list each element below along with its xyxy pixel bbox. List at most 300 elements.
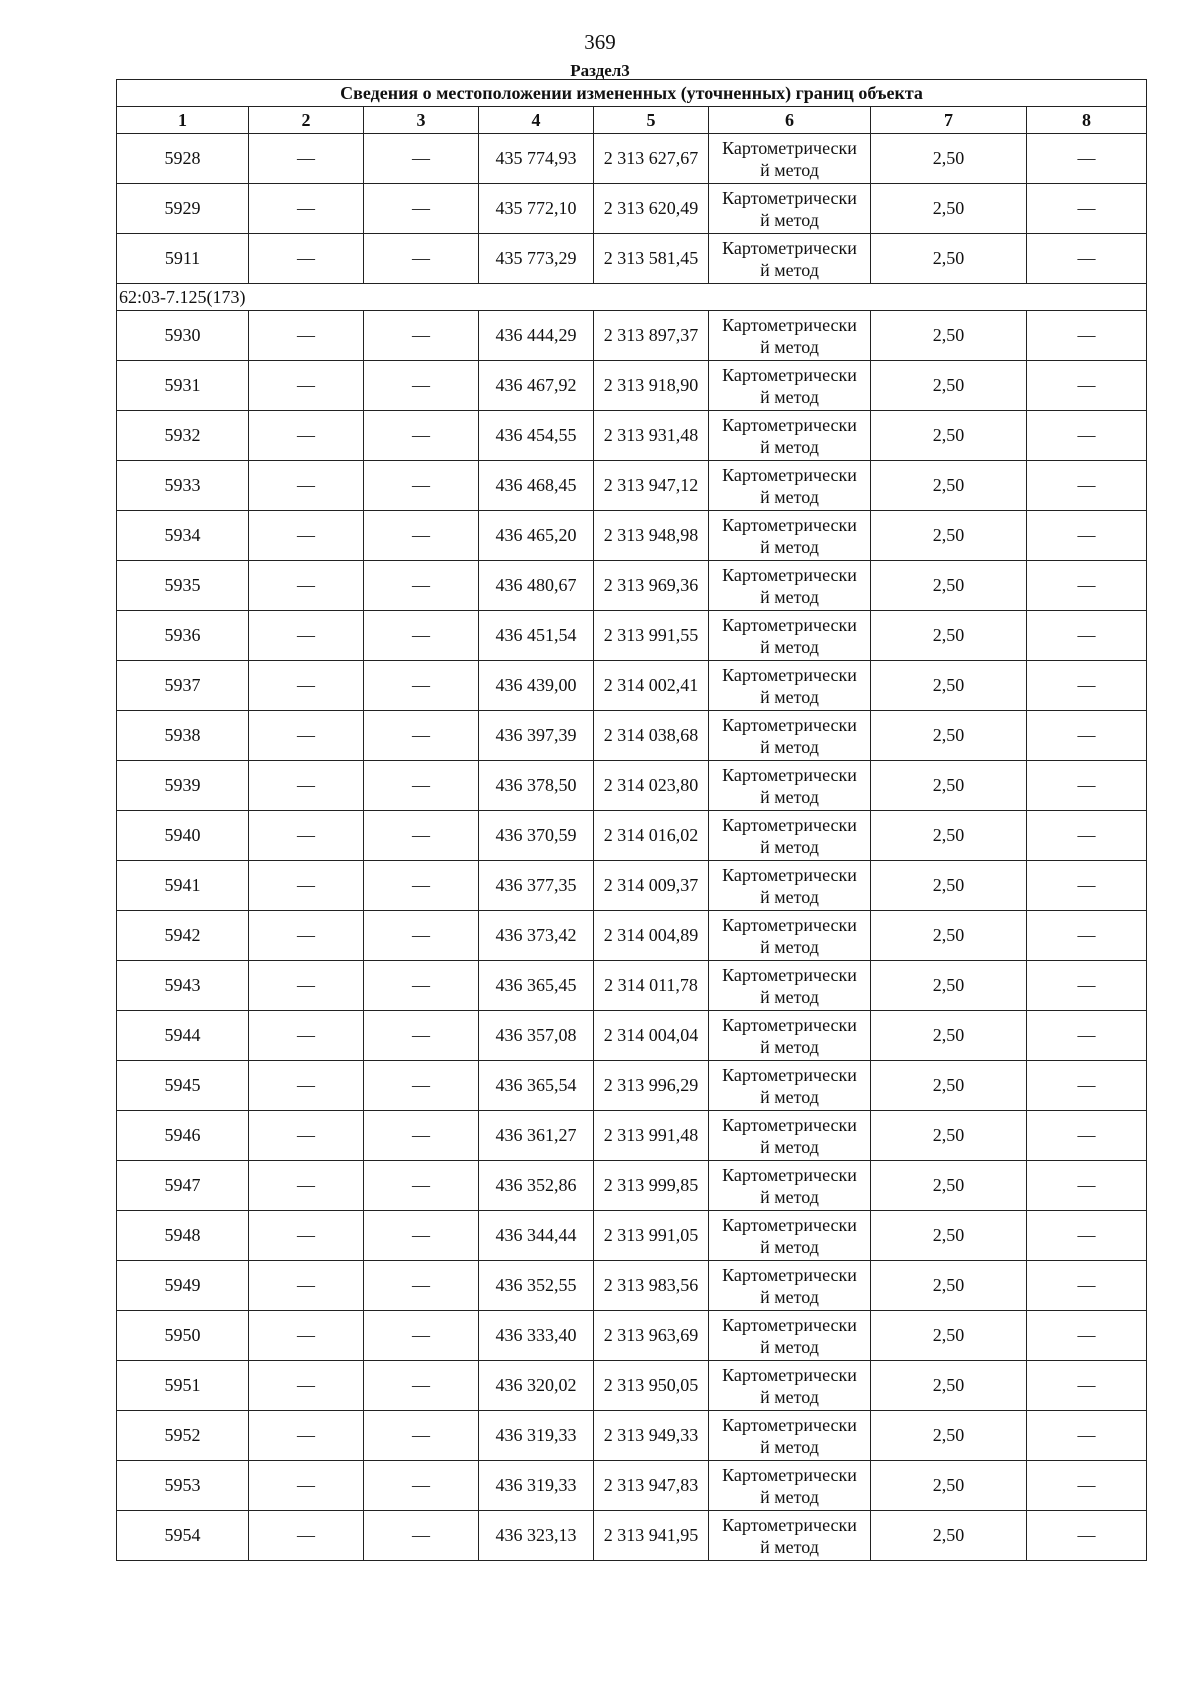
- accuracy-cell: 2,50: [871, 1461, 1027, 1511]
- col2-cell: —: [249, 1011, 364, 1061]
- accuracy-cell: 2,50: [871, 1211, 1027, 1261]
- x-coordinate-cell: 436 467,92: [479, 361, 594, 411]
- col3-cell: —: [364, 461, 479, 511]
- y-coordinate-cell: 2 313 996,29: [594, 1061, 709, 1111]
- method-text-line-2: й метод: [760, 786, 819, 807]
- column-header: 3: [364, 107, 479, 134]
- y-coordinate-cell: 2 314 004,89: [594, 911, 709, 961]
- y-coordinate-cell: 2 313 941,95: [594, 1511, 709, 1561]
- y-coordinate-cell: 2 314 038,68: [594, 711, 709, 761]
- x-coordinate-cell: 436 344,44: [479, 1211, 594, 1261]
- method-cell: [709, 761, 871, 811]
- col8-cell: —: [1027, 1161, 1147, 1211]
- accuracy-cell: 2,50: [871, 1261, 1027, 1311]
- coordinates-table: [116, 79, 1147, 1561]
- method-text-line-1: Картометрически: [722, 564, 857, 585]
- col3-cell: —: [364, 1111, 479, 1161]
- col8-cell: —: [1027, 1111, 1147, 1161]
- column-header: 7: [871, 107, 1027, 134]
- method-text-line-1: Картометрически: [722, 814, 857, 835]
- table-row: [117, 1411, 1147, 1461]
- method-text-line-1: Картометрически: [722, 414, 857, 435]
- method-text-line-2: й метод: [760, 636, 819, 657]
- x-coordinate-cell: 436 352,86: [479, 1161, 594, 1211]
- method-cell: [709, 461, 871, 511]
- method-text-line-2: й метод: [760, 336, 819, 357]
- point-number-cell: 5933: [117, 461, 249, 511]
- x-coordinate-cell: 436 333,40: [479, 1311, 594, 1361]
- x-coordinate-cell: 436 465,20: [479, 511, 594, 561]
- y-coordinate-cell: 2 313 897,37: [594, 311, 709, 361]
- col8-cell: —: [1027, 911, 1147, 961]
- accuracy-cell: 2,50: [871, 411, 1027, 461]
- col2-cell: —: [249, 1311, 364, 1361]
- col2-cell: —: [249, 1161, 364, 1211]
- table-row: [117, 761, 1147, 811]
- method-cell: [709, 1311, 871, 1361]
- accuracy-cell: 2,50: [871, 811, 1027, 861]
- point-number-cell: 5946: [117, 1111, 249, 1161]
- col3-cell: —: [364, 961, 479, 1011]
- col8-cell: —: [1027, 134, 1147, 184]
- col2-cell: —: [249, 234, 364, 284]
- point-number-cell: 5950: [117, 1311, 249, 1361]
- method-cell: [709, 1061, 871, 1111]
- col3-cell: —: [364, 661, 479, 711]
- table-row: [117, 811, 1147, 861]
- method-text-line-1: Картометрически: [722, 364, 857, 385]
- col2-cell: —: [249, 461, 364, 511]
- table-row: [117, 861, 1147, 911]
- col8-cell: —: [1027, 811, 1147, 861]
- page-number: 369: [584, 30, 616, 54]
- table-row: [117, 1361, 1147, 1411]
- point-number-cell: 5929: [117, 184, 249, 234]
- method-text-line-1: Картометрически: [722, 1214, 857, 1235]
- col8-cell: —: [1027, 711, 1147, 761]
- col2-cell: —: [249, 1211, 364, 1261]
- method-text-line-2: й метод: [760, 936, 819, 957]
- table-row: [117, 1111, 1147, 1161]
- x-coordinate-cell: 435 772,10: [479, 184, 594, 234]
- method-cell: [709, 311, 871, 361]
- table-row: [117, 1061, 1147, 1111]
- y-coordinate-cell: 2 313 969,36: [594, 561, 709, 611]
- method-text-line-2: й метод: [760, 1036, 819, 1057]
- y-coordinate-cell: 2 314 011,78: [594, 961, 709, 1011]
- method-cell: [709, 861, 871, 911]
- method-cell: [709, 1161, 871, 1211]
- point-number-cell: 5943: [117, 961, 249, 1011]
- col2-cell: —: [249, 1361, 364, 1411]
- method-text-line-1: Картометрически: [722, 1064, 857, 1085]
- col3-cell: —: [364, 611, 479, 661]
- table-caption: Сведения о местоположении измененных (уточненных) границ объекта: [117, 80, 1147, 107]
- col8-cell: —: [1027, 461, 1147, 511]
- col3-cell: —: [364, 711, 479, 761]
- method-text-line-1: Картометрически: [722, 964, 857, 985]
- method-cell: [709, 361, 871, 411]
- col2-cell: —: [249, 184, 364, 234]
- point-number-cell: 5951: [117, 1361, 249, 1411]
- method-text-line-2: й метод: [760, 886, 819, 907]
- point-number-cell: 5948: [117, 1211, 249, 1261]
- col3-cell: —: [364, 911, 479, 961]
- col8-cell: —: [1027, 761, 1147, 811]
- col2-cell: —: [249, 811, 364, 861]
- method-cell: [709, 1211, 871, 1261]
- col3-cell: —: [364, 1211, 479, 1261]
- method-cell: [709, 184, 871, 234]
- col2-cell: —: [249, 761, 364, 811]
- accuracy-cell: 2,50: [871, 1111, 1027, 1161]
- accuracy-cell: 2,50: [871, 1311, 1027, 1361]
- table-row: [117, 1011, 1147, 1061]
- col8-cell: —: [1027, 1461, 1147, 1511]
- method-text-line-2: й метод: [760, 1286, 819, 1307]
- accuracy-cell: 2,50: [871, 661, 1027, 711]
- method-text-line-1: Картометрически: [722, 1114, 857, 1135]
- col3-cell: —: [364, 1061, 479, 1111]
- y-coordinate-cell: 2 313 991,05: [594, 1211, 709, 1261]
- accuracy-cell: 2,50: [871, 461, 1027, 511]
- col2-cell: —: [249, 411, 364, 461]
- y-coordinate-cell: 2 314 016,02: [594, 811, 709, 861]
- method-text-line-1: Картометрически: [722, 1364, 857, 1385]
- table-row: [117, 311, 1147, 361]
- y-coordinate-cell: 2 313 949,33: [594, 1411, 709, 1461]
- parcel-group-label: 62:03-7.125(173): [117, 284, 479, 311]
- column-header: 5: [594, 107, 709, 134]
- method-text-line-2: й метод: [760, 1086, 819, 1107]
- accuracy-cell: 2,50: [871, 234, 1027, 284]
- method-text-line-1: Картометрически: [722, 464, 857, 485]
- method-text-line-2: й метод: [760, 986, 819, 1007]
- table-row: [117, 134, 1147, 184]
- y-coordinate-cell: 2 313 963,69: [594, 1311, 709, 1361]
- table-row: [117, 1261, 1147, 1311]
- col3-cell: —: [364, 561, 479, 611]
- table-row: [117, 411, 1147, 461]
- section-title: Раздел3: [570, 61, 630, 80]
- col8-cell: —: [1027, 1311, 1147, 1361]
- accuracy-cell: 2,50: [871, 861, 1027, 911]
- accuracy-cell: 2,50: [871, 361, 1027, 411]
- table-row: [117, 461, 1147, 511]
- col2-cell: —: [249, 1511, 364, 1561]
- method-text-line-1: Картометрически: [722, 137, 857, 158]
- col8-cell: —: [1027, 511, 1147, 561]
- table-row: [117, 611, 1147, 661]
- col8-cell: —: [1027, 311, 1147, 361]
- table-row: [117, 511, 1147, 561]
- table-row: [117, 234, 1147, 284]
- col3-cell: —: [364, 311, 479, 361]
- accuracy-cell: 2,50: [871, 1161, 1027, 1211]
- method-cell: [709, 134, 871, 184]
- col2-cell: —: [249, 1411, 364, 1461]
- method-cell: [709, 611, 871, 661]
- method-text-line-1: Картометрически: [722, 1314, 857, 1335]
- accuracy-cell: 2,50: [871, 911, 1027, 961]
- col8-cell: —: [1027, 611, 1147, 661]
- method-cell: [709, 1411, 871, 1461]
- x-coordinate-cell: 435 773,29: [479, 234, 594, 284]
- method-text-line-2: й метод: [760, 586, 819, 607]
- col3-cell: —: [364, 184, 479, 234]
- method-text-line-1: Картометрически: [722, 187, 857, 208]
- y-coordinate-cell: 2 314 023,80: [594, 761, 709, 811]
- accuracy-cell: 2,50: [871, 1061, 1027, 1111]
- x-coordinate-cell: 436 365,54: [479, 1061, 594, 1111]
- method-cell: [709, 1361, 871, 1411]
- accuracy-cell: 2,50: [871, 611, 1027, 661]
- table-row: [117, 711, 1147, 761]
- method-text-line-2: й метод: [760, 159, 819, 180]
- y-coordinate-cell: 2 313 620,49: [594, 184, 709, 234]
- col8-cell: —: [1027, 661, 1147, 711]
- col3-cell: —: [364, 1261, 479, 1311]
- table-body: [117, 134, 1147, 1561]
- col2-cell: —: [249, 511, 364, 561]
- point-number-cell: 5935: [117, 561, 249, 611]
- table-row: [117, 911, 1147, 961]
- point-number-cell: 5949: [117, 1261, 249, 1311]
- point-number-cell: 5931: [117, 361, 249, 411]
- method-text-line-2: й метод: [760, 1436, 819, 1457]
- x-coordinate-cell: 436 377,35: [479, 861, 594, 911]
- x-coordinate-cell: 435 774,93: [479, 134, 594, 184]
- method-text-line-2: й метод: [760, 836, 819, 857]
- x-coordinate-cell: 436 370,59: [479, 811, 594, 861]
- y-coordinate-cell: 2 313 991,55: [594, 611, 709, 661]
- point-number-cell: 5932: [117, 411, 249, 461]
- col3-cell: —: [364, 1461, 479, 1511]
- accuracy-cell: 2,50: [871, 961, 1027, 1011]
- method-text-line-2: й метод: [760, 436, 819, 457]
- method-text-line-1: Картометрически: [722, 1164, 857, 1185]
- col2-cell: —: [249, 1111, 364, 1161]
- method-text-line-1: Картометрически: [722, 864, 857, 885]
- col3-cell: —: [364, 511, 479, 561]
- point-number-cell: 5945: [117, 1061, 249, 1111]
- table-row: [117, 961, 1147, 1011]
- method-text-line-1: Картометрически: [722, 664, 857, 685]
- y-coordinate-cell: 2 313 627,67: [594, 134, 709, 184]
- col3-cell: —: [364, 134, 479, 184]
- method-text-line-1: Картометрически: [722, 514, 857, 535]
- x-coordinate-cell: 436 439,00: [479, 661, 594, 711]
- y-coordinate-cell: 2 313 947,83: [594, 1461, 709, 1511]
- method-text-line-2: й метод: [760, 1186, 819, 1207]
- col3-cell: —: [364, 1411, 479, 1461]
- method-text-line-1: Картометрически: [722, 764, 857, 785]
- col3-cell: —: [364, 411, 479, 461]
- method-cell: [709, 811, 871, 861]
- col2-cell: —: [249, 661, 364, 711]
- column-header: 1: [117, 107, 249, 134]
- point-number-cell: 5942: [117, 911, 249, 961]
- col3-cell: —: [364, 1311, 479, 1361]
- y-coordinate-cell: 2 313 581,45: [594, 234, 709, 284]
- accuracy-cell: 2,50: [871, 761, 1027, 811]
- col3-cell: —: [364, 361, 479, 411]
- table-row: [117, 661, 1147, 711]
- col2-cell: —: [249, 1061, 364, 1111]
- col3-cell: —: [364, 1361, 479, 1411]
- y-coordinate-cell: 2 313 948,98: [594, 511, 709, 561]
- point-number-cell: 5941: [117, 861, 249, 911]
- col8-cell: —: [1027, 961, 1147, 1011]
- method-cell: [709, 661, 871, 711]
- method-cell: [709, 1461, 871, 1511]
- method-cell: [709, 961, 871, 1011]
- point-number-cell: 5936: [117, 611, 249, 661]
- table-row: [117, 184, 1147, 234]
- point-number-cell: 5952: [117, 1411, 249, 1461]
- method-cell: [709, 1011, 871, 1061]
- method-cell: [709, 411, 871, 461]
- accuracy-cell: 2,50: [871, 1511, 1027, 1561]
- y-coordinate-cell: 2 314 009,37: [594, 861, 709, 911]
- accuracy-cell: 2,50: [871, 1011, 1027, 1061]
- method-cell: [709, 1511, 871, 1561]
- col3-cell: —: [364, 234, 479, 284]
- col8-cell: —: [1027, 1211, 1147, 1261]
- col2-cell: —: [249, 1461, 364, 1511]
- method-cell: [709, 234, 871, 284]
- point-number-cell: 5953: [117, 1461, 249, 1511]
- col8-cell: —: [1027, 1261, 1147, 1311]
- y-coordinate-cell: 2 313 918,90: [594, 361, 709, 411]
- table-row: [117, 1311, 1147, 1361]
- method-cell: [709, 511, 871, 561]
- method-text-line-1: Картометрически: [722, 314, 857, 335]
- column-header: 8: [1027, 107, 1147, 134]
- column-header-row: [117, 107, 1147, 134]
- method-text-line-2: й метод: [760, 259, 819, 280]
- method-text-line-2: й метод: [760, 486, 819, 507]
- col8-cell: —: [1027, 861, 1147, 911]
- x-coordinate-cell: 436 444,29: [479, 311, 594, 361]
- col3-cell: —: [364, 861, 479, 911]
- col8-cell: —: [1027, 1011, 1147, 1061]
- y-coordinate-cell: 2 313 983,56: [594, 1261, 709, 1311]
- col3-cell: —: [364, 811, 479, 861]
- method-text-line-1: Картометрически: [722, 1014, 857, 1035]
- accuracy-cell: 2,50: [871, 134, 1027, 184]
- x-coordinate-cell: 436 319,33: [479, 1411, 594, 1461]
- point-number-cell: 5947: [117, 1161, 249, 1211]
- accuracy-cell: 2,50: [871, 511, 1027, 561]
- x-coordinate-cell: 436 365,45: [479, 961, 594, 1011]
- method-text-line-1: Картометрически: [722, 614, 857, 635]
- accuracy-cell: 2,50: [871, 561, 1027, 611]
- y-coordinate-cell: 2 313 931,48: [594, 411, 709, 461]
- point-number-cell: 5939: [117, 761, 249, 811]
- method-cell: [709, 711, 871, 761]
- col2-cell: —: [249, 911, 364, 961]
- method-text-line-1: Картометрически: [722, 714, 857, 735]
- method-text-line-2: й метод: [760, 736, 819, 757]
- group-row: [117, 284, 1147, 311]
- x-coordinate-cell: 436 352,55: [479, 1261, 594, 1311]
- method-text-line-1: Картометрически: [722, 1514, 857, 1535]
- point-number-cell: 5930: [117, 311, 249, 361]
- table-row: [117, 1511, 1147, 1561]
- y-coordinate-cell: 2 313 947,12: [594, 461, 709, 511]
- col8-cell: —: [1027, 361, 1147, 411]
- x-coordinate-cell: 436 451,54: [479, 611, 594, 661]
- col2-cell: —: [249, 861, 364, 911]
- col8-cell: —: [1027, 1411, 1147, 1461]
- method-text-line-1: Картометрически: [722, 1264, 857, 1285]
- point-number-cell: 5934: [117, 511, 249, 561]
- method-text-line-2: й метод: [760, 1336, 819, 1357]
- col8-cell: —: [1027, 1511, 1147, 1561]
- point-number-cell: 5940: [117, 811, 249, 861]
- method-text-line-2: й метод: [760, 209, 819, 230]
- accuracy-cell: 2,50: [871, 184, 1027, 234]
- col8-cell: —: [1027, 184, 1147, 234]
- y-coordinate-cell: 2 313 991,48: [594, 1111, 709, 1161]
- col2-cell: —: [249, 561, 364, 611]
- method-text-line-2: й метод: [760, 536, 819, 557]
- x-coordinate-cell: 436 480,67: [479, 561, 594, 611]
- col8-cell: —: [1027, 561, 1147, 611]
- x-coordinate-cell: 436 320,02: [479, 1361, 594, 1411]
- col3-cell: —: [364, 761, 479, 811]
- table-row: [117, 1461, 1147, 1511]
- x-coordinate-cell: 436 454,55: [479, 411, 594, 461]
- accuracy-cell: 2,50: [871, 1361, 1027, 1411]
- point-number-cell: 5937: [117, 661, 249, 711]
- col2-cell: —: [249, 611, 364, 661]
- col2-cell: —: [249, 961, 364, 1011]
- method-text-line-2: й метод: [760, 1136, 819, 1157]
- point-number-cell: 5928: [117, 134, 249, 184]
- col8-cell: —: [1027, 1061, 1147, 1111]
- y-coordinate-cell: 2 314 002,41: [594, 661, 709, 711]
- x-coordinate-cell: 436 378,50: [479, 761, 594, 811]
- col8-cell: —: [1027, 411, 1147, 461]
- column-header: 4: [479, 107, 594, 134]
- x-coordinate-cell: 436 319,33: [479, 1461, 594, 1511]
- method-text-line-2: й метод: [760, 386, 819, 407]
- accuracy-cell: 2,50: [871, 311, 1027, 361]
- method-cell: [709, 561, 871, 611]
- method-cell: [709, 1111, 871, 1161]
- y-coordinate-cell: 2 314 004,04: [594, 1011, 709, 1061]
- group-row-filler: [479, 284, 1147, 311]
- table-row: [117, 561, 1147, 611]
- table-row: [117, 1211, 1147, 1261]
- accuracy-cell: 2,50: [871, 711, 1027, 761]
- col2-cell: —: [249, 134, 364, 184]
- col2-cell: —: [249, 1261, 364, 1311]
- method-cell: [709, 911, 871, 961]
- method-text-line-1: Картометрически: [722, 914, 857, 935]
- method-text-line-1: Картометрически: [722, 1414, 857, 1435]
- table-row: [117, 361, 1147, 411]
- method-text-line-2: й метод: [760, 1536, 819, 1557]
- point-number-cell: 5938: [117, 711, 249, 761]
- point-number-cell: 5954: [117, 1511, 249, 1561]
- method-text-line-2: й метод: [760, 686, 819, 707]
- x-coordinate-cell: 436 361,27: [479, 1111, 594, 1161]
- col2-cell: —: [249, 361, 364, 411]
- accuracy-cell: 2,50: [871, 1411, 1027, 1461]
